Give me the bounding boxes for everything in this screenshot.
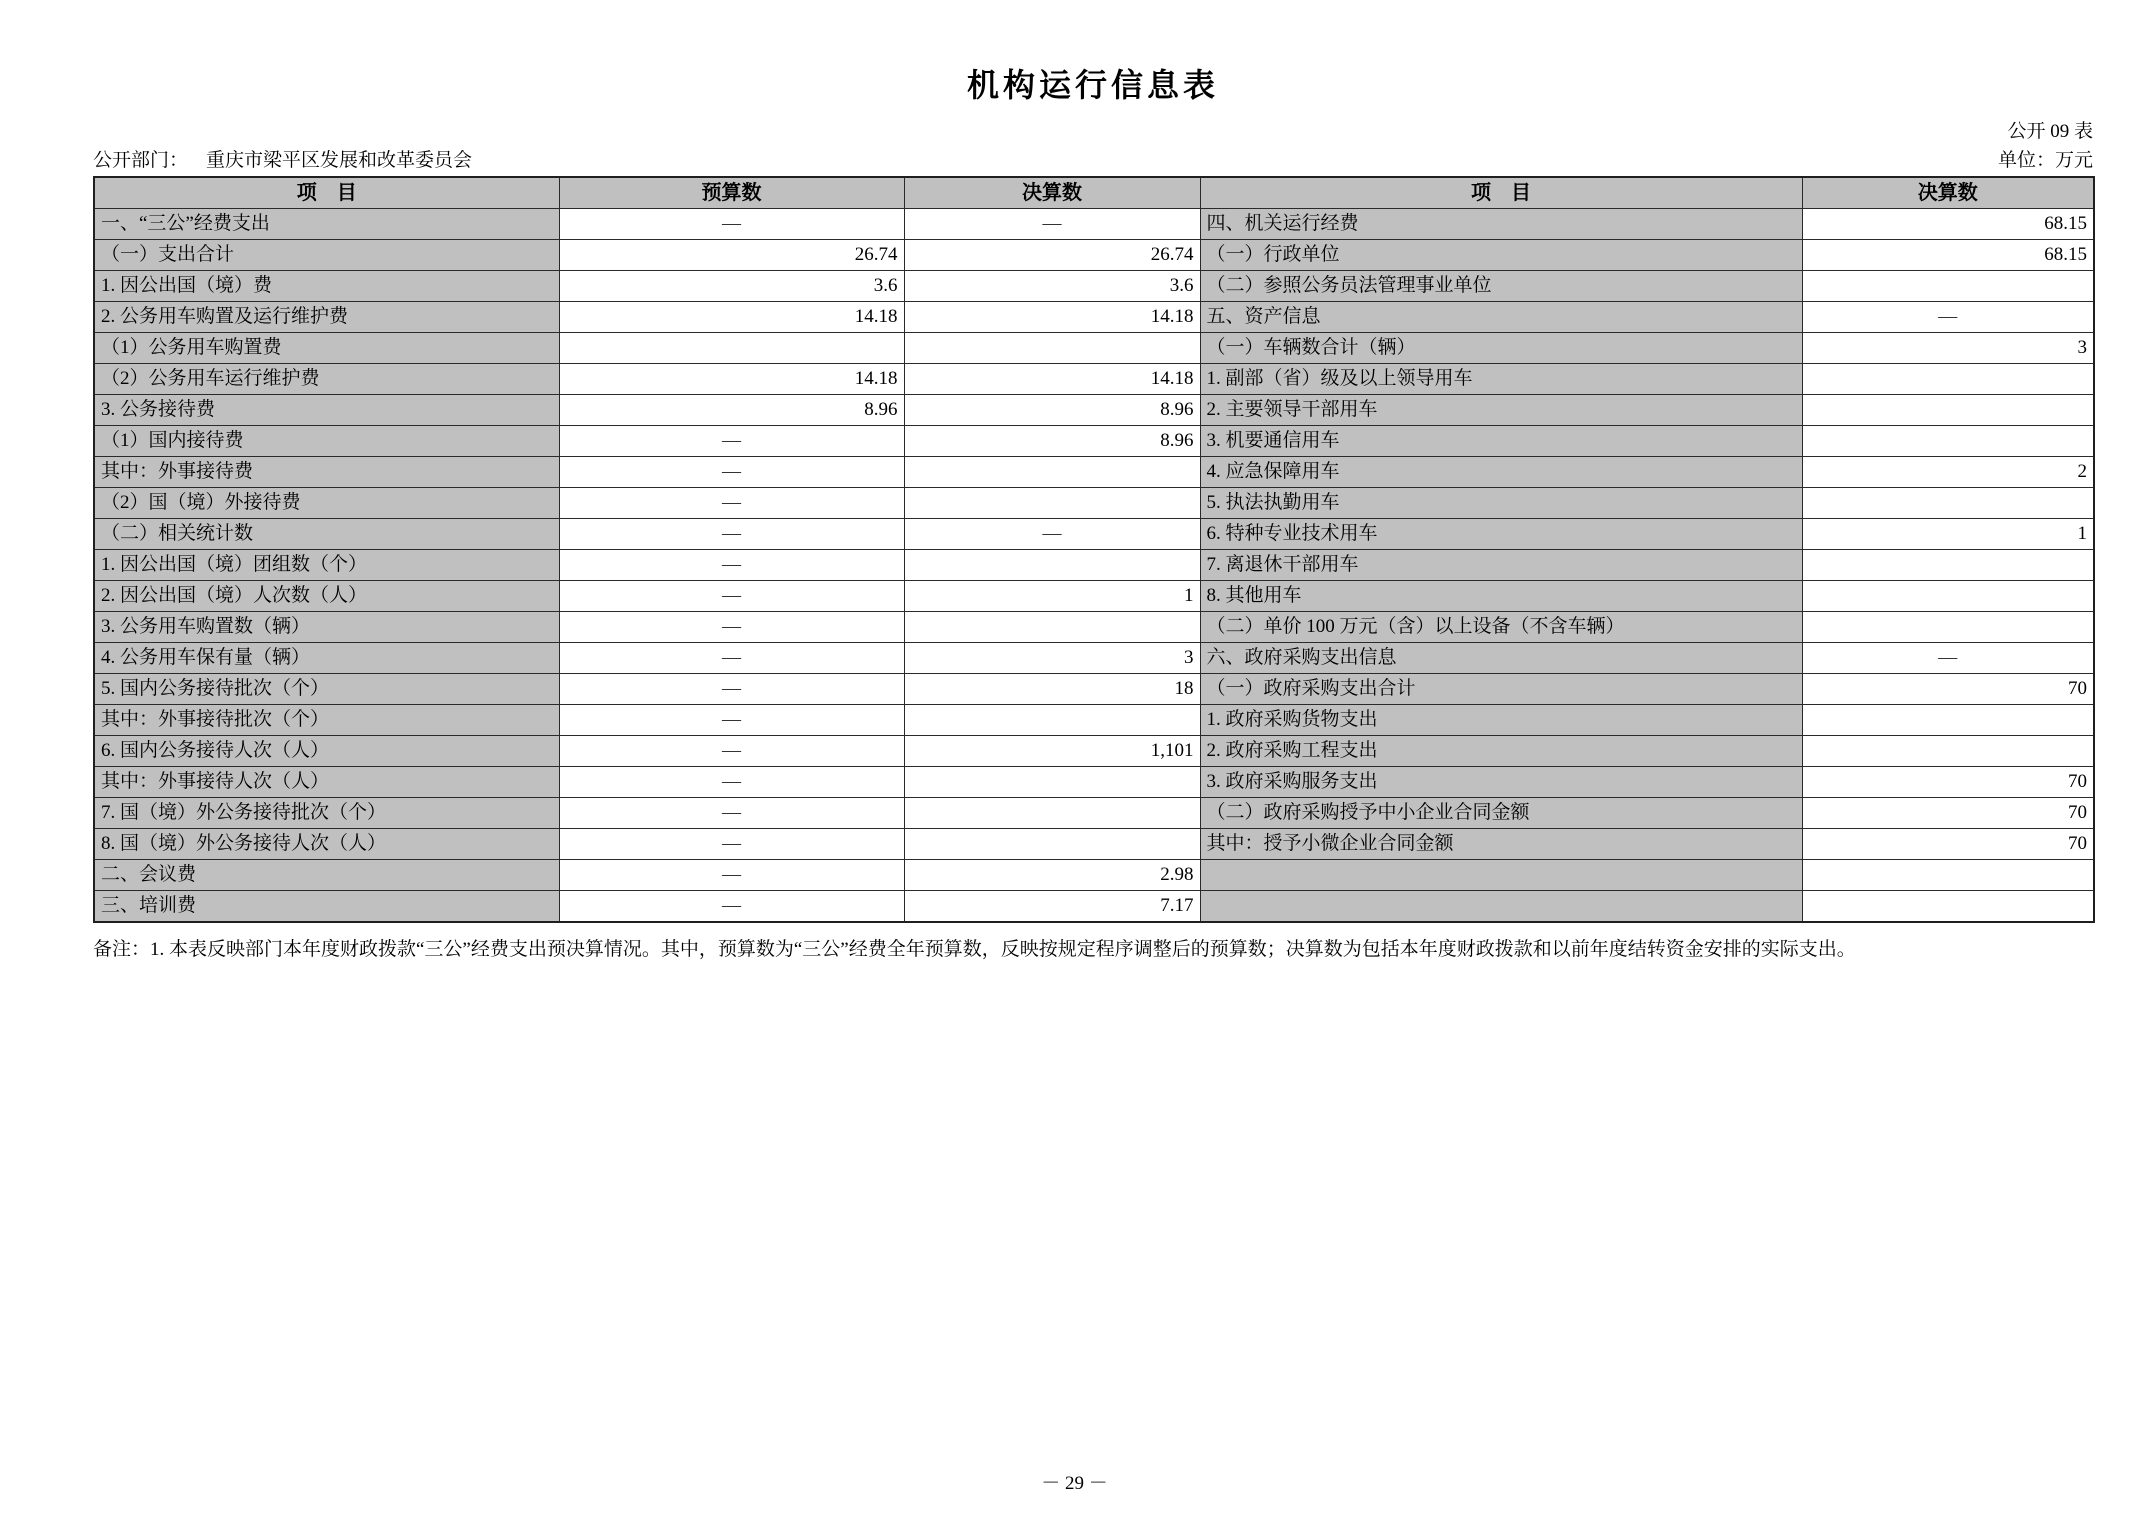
item-label-cell: 四、机关运行经费 <box>1200 209 1802 240</box>
final-value-cell <box>1802 860 2094 891</box>
item-label-cell: 4. 公务用车保有量（辆） <box>94 643 559 674</box>
final-value-cell: 3.6 <box>904 271 1200 302</box>
budget-value-cell: — <box>559 209 904 240</box>
item-label-cell: 5. 国内公务接待批次（个） <box>94 674 559 705</box>
item-label-cell: 2. 政府采购工程支出 <box>1200 736 1802 767</box>
table-row <box>94 395 2094 426</box>
item-label-cell: 2. 因公出国（境）人次数（人） <box>94 581 559 612</box>
column-header-item-right: 项 目 <box>1200 177 1802 209</box>
final-value-cell: 70 <box>1802 798 2094 829</box>
final-value-cell: 14.18 <box>904 302 1200 333</box>
final-value-cell <box>1802 550 2094 581</box>
final-value-cell <box>1802 891 2094 923</box>
final-value-cell <box>904 488 1200 519</box>
budget-value-cell: — <box>559 612 904 643</box>
item-label-cell: （二）相关统计数 <box>94 519 559 550</box>
table-row <box>94 488 2094 519</box>
budget-value-cell: 3.6 <box>559 271 904 302</box>
final-value-cell: 1 <box>904 581 1200 612</box>
note-text: 备注：1. 本表反映部门本年度财政拨款“三公”经费支出预决算情况。其中，预算数为“三公”经费全年预算数，反映按规定程序调整后的预算数；决算数为包括本年度财政拨款和以前年度结转资金安排的实际支出。 <box>93 939 1856 960</box>
table-row <box>94 271 2094 302</box>
final-value-cell: — <box>1802 643 2094 674</box>
column-header-final-right: 决算数 <box>1802 177 2094 209</box>
item-label-cell: （1）公务用车购置费 <box>94 333 559 364</box>
institution-operation-table <box>93 176 2095 923</box>
item-label-cell: （二）参照公务员法管理事业单位 <box>1200 271 1802 302</box>
document-page <box>93 0 2093 963</box>
table-row <box>94 550 2094 581</box>
item-label-cell: 三、培训费 <box>94 891 559 923</box>
item-label-cell: 1. 政府采购货物支出 <box>1200 705 1802 736</box>
table-row <box>94 209 2094 240</box>
table-body <box>94 209 2094 923</box>
item-label-cell: （2）公务用车运行维护费 <box>94 364 559 395</box>
budget-value-cell: — <box>559 891 904 923</box>
final-value-cell: 1 <box>1802 519 2094 550</box>
final-value-cell <box>904 798 1200 829</box>
table-row <box>94 426 2094 457</box>
table-header <box>94 177 2094 209</box>
item-label-cell: （一）行政单位 <box>1200 240 1802 271</box>
item-label-cell: （二）政府采购授予中小企业合同金额 <box>1200 798 1802 829</box>
budget-value-cell: — <box>559 426 904 457</box>
table-row <box>94 860 2094 891</box>
item-label-cell: （一）政府采购支出合计 <box>1200 674 1802 705</box>
item-label-cell: 六、政府采购支出信息 <box>1200 643 1802 674</box>
final-value-cell: 70 <box>1802 767 2094 798</box>
budget-value-cell: 14.18 <box>559 302 904 333</box>
page-number: － 29 － <box>1041 1473 1108 1494</box>
final-value-cell: 26.74 <box>904 240 1200 271</box>
final-value-cell <box>1802 395 2094 426</box>
item-label-cell: 4. 应急保障用车 <box>1200 457 1802 488</box>
item-label-cell: （二）单价 100 万元（含）以上设备（不含车辆） <box>1200 612 1802 643</box>
item-label-cell: 2. 主要领导干部用车 <box>1200 395 1802 426</box>
budget-value-cell: — <box>559 457 904 488</box>
final-value-cell <box>1802 364 2094 395</box>
table-header-row <box>94 177 2094 209</box>
final-value-cell: 3 <box>904 643 1200 674</box>
final-value-cell: 18 <box>904 674 1200 705</box>
item-label-cell: 6. 国内公务接待人次（人） <box>94 736 559 767</box>
budget-value-cell: 8.96 <box>559 395 904 426</box>
item-label-cell: 五、资产信息 <box>1200 302 1802 333</box>
item-label-cell: 其中：外事接待费 <box>94 457 559 488</box>
budget-value-cell: — <box>559 488 904 519</box>
item-label-cell: 6. 特种专业技术用车 <box>1200 519 1802 550</box>
item-label-cell <box>1200 891 1802 923</box>
department-line <box>93 148 472 174</box>
budget-value-cell: — <box>559 705 904 736</box>
item-label-cell: 2. 公务用车购置及运行维护费 <box>94 302 559 333</box>
final-value-cell <box>1802 271 2094 302</box>
item-label-cell: 3. 机要通信用车 <box>1200 426 1802 457</box>
meta-row <box>93 148 2093 174</box>
final-value-cell <box>1802 612 2094 643</box>
column-header-final-left: 决算数 <box>904 177 1200 209</box>
final-value-cell: 8.96 <box>904 395 1200 426</box>
department-value: 重庆市梁平区发展和改革委员会 <box>206 150 473 171</box>
item-label-cell: 3. 公务用车购置数（辆） <box>94 612 559 643</box>
item-label-cell: 其中：外事接待人次（人） <box>94 767 559 798</box>
final-value-cell <box>904 829 1200 860</box>
item-label-cell: 1. 副部（省）级及以上领导用车 <box>1200 364 1802 395</box>
department-label: 公开部门： <box>93 150 189 171</box>
final-value-cell <box>904 333 1200 364</box>
budget-value-cell: — <box>559 798 904 829</box>
final-value-cell: 2.98 <box>904 860 1200 891</box>
table-row <box>94 333 2094 364</box>
table-row <box>94 736 2094 767</box>
final-value-cell: 70 <box>1802 674 2094 705</box>
table-row <box>94 612 2094 643</box>
budget-value-cell: — <box>559 643 904 674</box>
item-label-cell: 8. 国（境）外公务接待人次（人） <box>94 829 559 860</box>
final-value-cell: — <box>904 209 1200 240</box>
table-row <box>94 705 2094 736</box>
table-row <box>94 364 2094 395</box>
final-value-cell: 8.96 <box>904 426 1200 457</box>
table-row <box>94 240 2094 271</box>
page-title: 机构运行信息表 <box>966 67 1219 103</box>
final-value-cell <box>1802 736 2094 767</box>
final-value-cell <box>1802 581 2094 612</box>
budget-value-cell: 26.74 <box>559 240 904 271</box>
item-label-cell: 一、“三公”经费支出 <box>94 209 559 240</box>
table-row <box>94 829 2094 860</box>
item-label-cell: （1）国内接待费 <box>94 426 559 457</box>
final-value-cell <box>904 767 1200 798</box>
item-label-cell: 7. 离退休干部用车 <box>1200 550 1802 581</box>
final-value-cell: 1,101 <box>904 736 1200 767</box>
table-row <box>94 767 2094 798</box>
item-label-cell: 8. 其他用车 <box>1200 581 1802 612</box>
budget-value-cell: — <box>559 581 904 612</box>
item-label-cell: 二、会议费 <box>94 860 559 891</box>
table-row <box>94 798 2094 829</box>
item-label-cell: 1. 因公出国（境）团组数（个） <box>94 550 559 581</box>
unit-label: 单位：万元 <box>1997 150 2093 171</box>
budget-value-cell: — <box>559 550 904 581</box>
item-label-cell: 1. 因公出国（境）费 <box>94 271 559 302</box>
final-value-cell: 3 <box>1802 333 2094 364</box>
final-value-cell <box>904 612 1200 643</box>
final-value-cell <box>904 457 1200 488</box>
final-value-cell <box>904 705 1200 736</box>
column-header-budget: 预算数 <box>559 177 904 209</box>
final-value-cell: 7.17 <box>904 891 1200 923</box>
item-label-cell: 3. 公务接待费 <box>94 395 559 426</box>
item-label-cell: （一）支出合计 <box>94 240 559 271</box>
final-value-cell: 68.15 <box>1802 240 2094 271</box>
table-row <box>94 457 2094 488</box>
final-value-cell <box>1802 705 2094 736</box>
budget-value-cell: — <box>559 736 904 767</box>
final-value-cell <box>1802 426 2094 457</box>
item-label-cell: 7. 国（境）外公务接待批次（个） <box>94 798 559 829</box>
item-label-cell: 3. 政府采购服务支出 <box>1200 767 1802 798</box>
final-value-cell: — <box>904 519 1200 550</box>
budget-value-cell: 14.18 <box>559 364 904 395</box>
form-code: 公开 09 表 <box>2007 121 2093 142</box>
item-label-cell <box>1200 860 1802 891</box>
item-label-cell: 其中：授予小微企业合同金额 <box>1200 829 1802 860</box>
item-label-cell: 5. 执法执勤用车 <box>1200 488 1802 519</box>
table-row <box>94 581 2094 612</box>
table-row <box>94 643 2094 674</box>
table-row <box>94 674 2094 705</box>
column-header-item-left: 项 目 <box>94 177 559 209</box>
final-value-cell: 14.18 <box>904 364 1200 395</box>
table-row <box>94 302 2094 333</box>
final-value-cell: 70 <box>1802 829 2094 860</box>
budget-value-cell: — <box>559 519 904 550</box>
item-label-cell: （一）车辆数合计（辆） <box>1200 333 1802 364</box>
budget-value-cell: — <box>559 860 904 891</box>
final-value-cell: 2 <box>1802 457 2094 488</box>
item-label-cell: （2）国（境）外接待费 <box>94 488 559 519</box>
table-row <box>94 891 2094 923</box>
item-label-cell: 其中：外事接待批次（个） <box>94 705 559 736</box>
table-row <box>94 519 2094 550</box>
final-value-cell: 68.15 <box>1802 209 2094 240</box>
budget-value-cell: — <box>559 767 904 798</box>
budget-value-cell <box>559 333 904 364</box>
final-value-cell <box>904 550 1200 581</box>
budget-value-cell: — <box>559 674 904 705</box>
final-value-cell <box>1802 488 2094 519</box>
budget-value-cell: — <box>559 829 904 860</box>
final-value-cell: — <box>1802 302 2094 333</box>
